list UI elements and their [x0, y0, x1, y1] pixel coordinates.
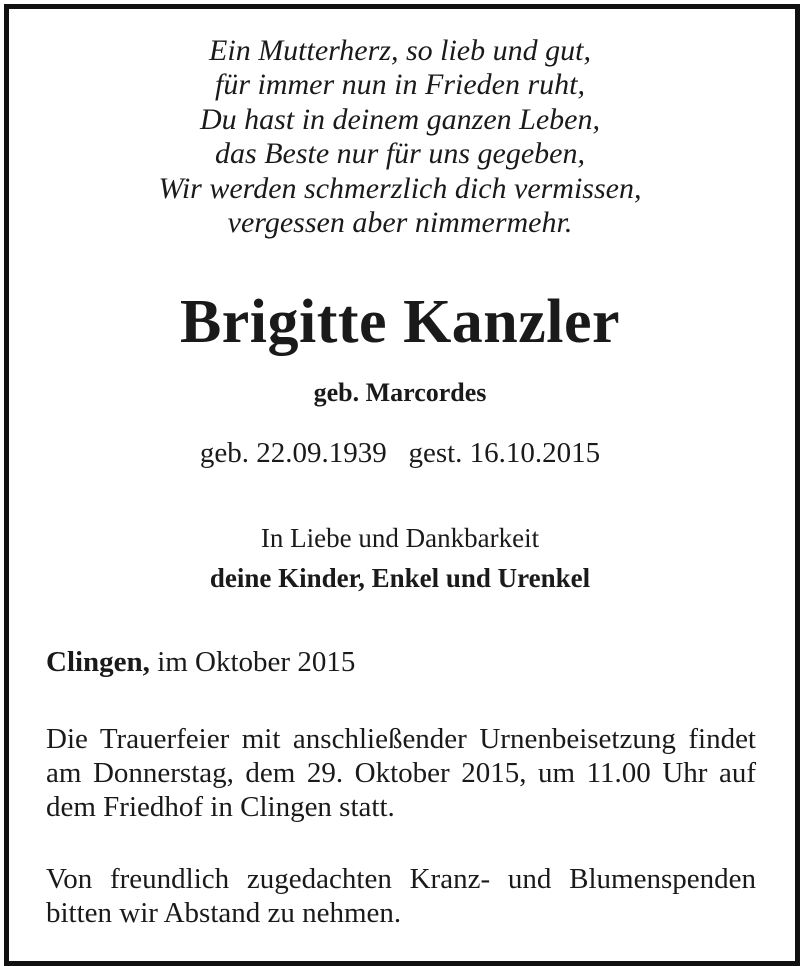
- place-date: im Oktober 2015: [157, 646, 356, 678]
- place-and-date: [46, 645, 756, 679]
- memorial-poem: [0, 34, 800, 240]
- poem-line: Ein Mutterherz, so lieb und gut,: [209, 34, 591, 67]
- mourners: deine Kinder, Enkel und Urenkel: [209, 563, 591, 593]
- place-town: Clingen,: [46, 646, 150, 678]
- funeral-notice: Die Trauerfeier mit anschließender Urnenbeisetzung findet am Donnerstag, dem 29. Oktober 2015, um 11.00 Uhr auf dem Friedhof in Clingen statt.: [46, 723, 756, 823]
- deceased-name: Brigitte Kanzler: [179, 288, 621, 356]
- poem-line: das Beste nur für uns gegeben,: [215, 137, 585, 171]
- death-date: gest. 16.10.2015: [408, 437, 601, 469]
- birth-name: geb. Marcordes: [313, 378, 487, 407]
- poem-line: Wir werden schmerzlich dich vermissen,: [158, 171, 642, 205]
- birth-date: geb. 22.09.1939: [199, 437, 387, 469]
- life-dates: [0, 436, 800, 470]
- donation-notice: Von freundlich zugedachten Kranz- und Blumenspenden bitten wir Abstand zu nehmen.: [46, 863, 756, 929]
- poem-line: für immer nun in Frieden ruht,: [215, 68, 585, 102]
- poem-line: Du hast in deinem ganzen Leben,: [200, 102, 600, 136]
- closing-line: In Liebe und Dankbarkeit: [260, 523, 540, 553]
- poem-line: vergessen aber nimmermehr.: [227, 206, 573, 240]
